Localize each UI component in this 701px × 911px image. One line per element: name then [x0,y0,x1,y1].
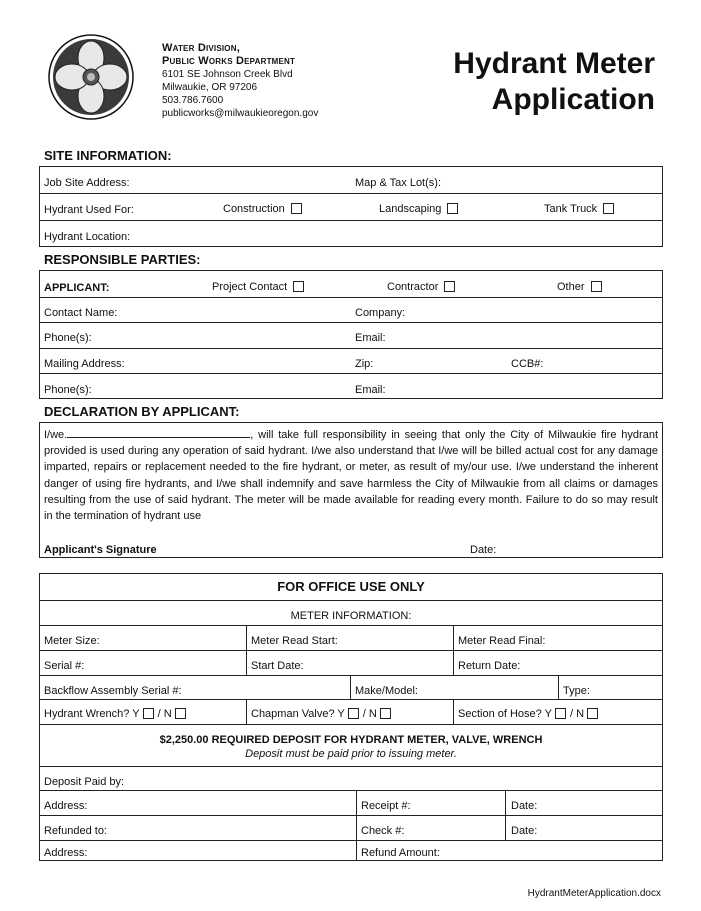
location-label: Hydrant Location: [44,231,131,243]
title-line2: Application [491,83,655,116]
job-site-row [40,167,662,193]
address-label-2: Address: [44,847,88,859]
phone-label-2: Phone(s): [44,384,92,396]
return-date-label: Return Date: [458,660,521,672]
landscaping-option [379,203,458,215]
construction-option [223,203,302,215]
office-use-section [39,573,663,861]
tank-truck-label: Tank Truck [544,203,598,215]
tank-truck-option [544,203,614,215]
meter-info-heading: METER INFORMATION: [290,610,412,622]
construction-checkbox[interactable] [291,203,302,214]
phone-row-1 [40,322,662,348]
site-info-heading: SITE INFORMATION: [44,148,172,163]
serial-row [40,650,662,675]
project-contact-option [212,281,304,293]
other-option [557,281,602,293]
org-phone: 503.786.7600 [162,95,224,106]
declaration-heading: DECLARATION BY APPLICANT: [44,404,240,419]
type-label: Type: [563,685,590,697]
meter-read-start-label: Meter Read Start: [251,635,338,647]
check-date-label: Date: [511,825,538,837]
wrench-no-checkbox[interactable] [175,708,186,719]
chapman-no-label: / N [362,708,377,720]
hydrant-wrench-option [44,708,186,720]
applicant-label: APPLICANT: [44,282,110,294]
page-title [453,46,655,118]
org-name-line1: Water Division, [162,42,240,54]
mailing-row [40,348,662,373]
declaration-body: , will take full responsibility in seeing that only the City of Milwaukie fire hydrant provided is used during any operation of said hydrant. I/we also understand that I/we will be billed actual cost for any damage imparted, repairs or replacement needed to the fire hydrant, or meter, as result of my/our use. I/we understand the inherent danger of using fire hydrants, and I/we shall indemnify and save harmless the City of Milwaukie from all claims or damages resulting from the use of said hydrant. The meter will be made available for reading every month. Failure to do so may result in the termination of hydrant use [44,429,658,523]
chapman-yes-checkbox[interactable] [348,708,359,719]
zip-label: Zip: [355,358,374,370]
wrench-yes-checkbox[interactable] [143,708,154,719]
refund-row [40,815,662,840]
refunded-to-label: Refunded to: [44,825,107,837]
meter-read-final-label: Meter Read Final: [458,635,546,647]
footer-filename: HydrantMeterApplication.docx [527,888,661,899]
iwe-label: I/we. [44,429,68,441]
company-label: Company: [355,307,406,319]
deposit-paid-row [40,766,662,790]
hose-no-label: / N [569,708,585,720]
email-label-1: Email: [355,332,386,344]
applicant-row [40,271,662,297]
used-for-row [40,193,662,220]
declaration-section [39,422,663,558]
hose-label: Section of Hose? Y [458,708,552,720]
applicant-name-line[interactable] [67,428,250,438]
backflow-serial-label: Backflow Assembly Serial #: [44,685,182,697]
deposit-paid-label: Deposit Paid by: [44,776,125,788]
used-for-label: Hydrant Used For: [44,204,134,216]
contractor-checkbox[interactable] [444,281,455,292]
hose-option [458,708,598,720]
refund-amount-row [40,840,662,860]
chapman-no-checkbox[interactable] [380,708,391,719]
other-label: Other [557,281,585,293]
org-name-line2: Public Works Department [162,55,296,67]
contact-name-label: Contact Name: [44,307,118,319]
site-info-section [39,166,663,247]
organization-block [162,42,318,120]
wrench-no-label: / N [157,708,172,720]
office-use-heading: FOR OFFICE USE ONLY [277,579,425,594]
meter-size-row [40,625,662,650]
equipment-row [40,699,662,724]
map-tax-label: Map & Tax Lot(s): [355,177,441,189]
phone-label-1: Phone(s): [44,332,92,344]
start-date-label: Start Date: [251,660,304,672]
signature-label: Applicant's Signature [44,544,157,556]
meter-size-label: Meter Size: [44,635,100,647]
hose-no-checkbox[interactable] [587,708,598,719]
email-label-2: Email: [355,384,386,396]
ccb-label: CCB#: [511,358,544,370]
deposit-row [40,724,662,766]
address-label-1: Address: [44,800,88,812]
chapman-valve-option [251,708,391,720]
dogwood-flower-logo [48,34,134,120]
landscaping-label: Landscaping [379,203,442,215]
org-city: Milwaukie, OR 97206 [162,82,258,93]
check-label: Check #: [361,825,405,837]
office-heading-row [40,574,662,600]
project-contact-checkbox[interactable] [293,281,304,292]
contact-row [40,297,662,322]
receipt-row [40,790,662,815]
mailing-address-label: Mailing Address: [44,358,125,370]
contractor-option [387,281,455,293]
construction-label: Construction [223,203,285,215]
declaration-text [40,423,662,524]
other-checkbox[interactable] [591,281,602,292]
serial-label: Serial #: [44,660,85,672]
project-contact-label: Project Contact [212,281,288,293]
receipt-date-label: Date: [511,800,538,812]
backflow-row [40,675,662,699]
chapman-valve-label: Chapman Valve? Y [251,708,345,720]
contractor-label: Contractor [387,281,439,293]
phone-row-2 [40,373,662,398]
title-line1: Hydrant Meter [453,47,655,80]
parties-heading: RESPONSIBLE PARTIES: [44,252,201,267]
location-row [40,220,662,246]
parties-section [39,270,663,399]
refund-amount-label: Refund Amount: [361,847,440,859]
deposit-note: Deposit must be paid prior to issuing meter. [245,748,457,760]
org-email: publicworks@milwaukieoregon.gov [162,108,319,119]
hydrant-wrench-label: Hydrant Wrench? Y [44,708,140,720]
landscaping-checkbox[interactable] [447,203,458,214]
hose-yes-checkbox[interactable] [555,708,566,719]
job-site-label: Job Site Address: [44,177,130,189]
signature-date-label: Date: [470,544,497,556]
org-address: 6101 SE Johnson Creek Blvd [162,69,293,80]
meter-info-row [40,600,662,625]
receipt-label: Receipt #: [361,800,411,812]
make-model-label: Make/Model: [355,685,418,697]
deposit-title: $2,250.00 REQUIRED DEPOSIT FOR HYDRANT METER, VALVE, WRENCH [159,734,543,746]
tank-truck-checkbox[interactable] [603,203,614,214]
